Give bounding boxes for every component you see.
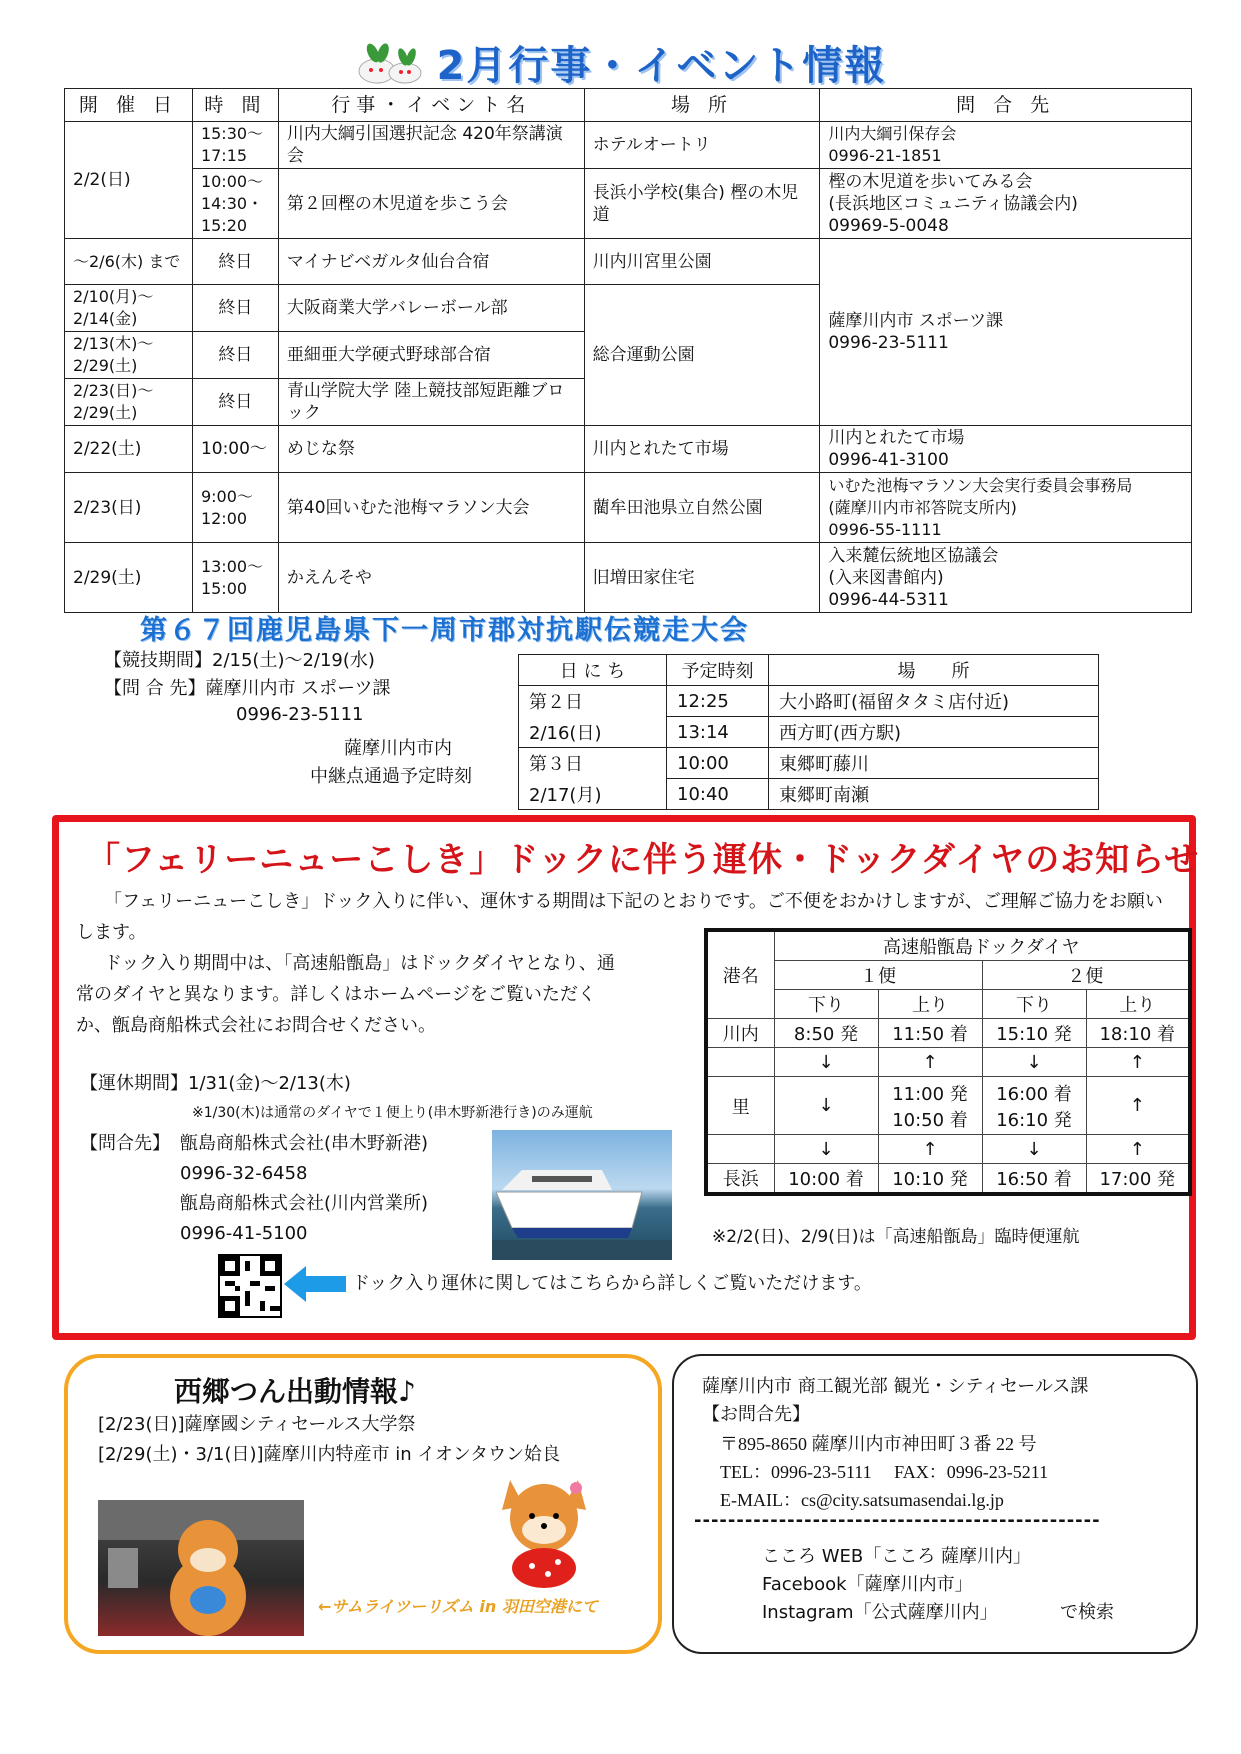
relay-note-1: 薩摩川内市内	[344, 738, 452, 759]
relay-header-time: 予定時刻	[667, 655, 769, 686]
dock-cell: 10:10 発	[878, 1164, 982, 1195]
event-date: 2/23(日)	[65, 473, 193, 543]
office-label: 【お問合先】	[702, 1404, 810, 1425]
table-row	[706, 1077, 1190, 1135]
dock-bin-1: １便	[774, 961, 982, 990]
table-row	[706, 1135, 1190, 1164]
dock-cell: 8:50 発	[774, 1019, 878, 1048]
event-time: 終日	[192, 379, 278, 426]
dock-diagram-table	[704, 928, 1192, 1196]
event-date: 2/23(日)～ 2/29(土)	[65, 379, 193, 426]
event-place: 藺牟田池県立自然公園	[584, 473, 820, 543]
contact-line: 0996-55-1111	[828, 519, 942, 539]
relay-day-date: 2/16(日)	[519, 717, 667, 748]
event-contact	[820, 122, 1192, 169]
page-title-block	[0, 34, 1241, 95]
table-row	[706, 961, 1190, 990]
dock-arrow: ↑	[878, 1135, 982, 1164]
event-name: 第２回樫の木児道を歩こう会	[278, 169, 584, 239]
contact-line: 09969-5-0048	[828, 215, 949, 236]
contact-line: 川内大綱引保存会	[828, 124, 957, 143]
dock-arrow: ↑	[878, 1048, 982, 1077]
header-date: 開 催 日	[65, 89, 193, 122]
dock-bin-2: ２便	[982, 961, 1190, 990]
contact-line: (薩摩川内市祁答院支所内)	[828, 497, 1017, 517]
event-name: 第40回いむた池梅マラソン大会	[278, 473, 584, 543]
dock-down: 下り	[982, 990, 1086, 1019]
relay-place: 大小路町(福留タタミ店付近)	[769, 686, 1099, 717]
dock-arrow: ↓	[774, 1048, 878, 1077]
event-contact	[820, 169, 1192, 239]
ferry-paragraph-2c: か、甑島商船株式会社にお問合せください。	[76, 1015, 436, 1036]
dock-cell: 17:00 発	[1086, 1164, 1190, 1195]
event-date: 2/2(日)	[65, 122, 193, 239]
dock-note: ※2/2(日)、2/9(日)は「高速船甑島」臨時便運航	[712, 1227, 1080, 1247]
event-place: 旧増田家住宅	[584, 543, 820, 613]
table-row	[65, 543, 1192, 613]
event-name: 大阪商業大学バレーボール部	[278, 285, 584, 332]
relay-place: 東郷町藤川	[769, 748, 1099, 779]
table-row	[519, 717, 1099, 748]
relay-time: 13:14	[667, 717, 769, 748]
ferry-contact-1: 甑島商船株式会社(串木野新港)	[180, 1133, 429, 1154]
office-dept: 薩摩川内市 商工観光部 観光・シティセールス課	[702, 1376, 1089, 1397]
relay-table	[518, 654, 1099, 810]
table-row	[706, 990, 1190, 1019]
relay-header-place: 場 所	[769, 655, 1099, 686]
header-time: 時 間	[192, 89, 278, 122]
dock-cell	[878, 1077, 982, 1135]
ferry-paragraph-2a: ドック入り期間中は、「高速船甑島」はドックダイヤとなり、通	[104, 953, 615, 974]
event-name: マイナビベガルタ仙台合宿	[278, 239, 584, 285]
photo-caption: ←サムライツーリズム in 羽田空港にて	[318, 1597, 598, 1616]
table-row	[706, 1019, 1190, 1048]
qr-code[interactable]	[218, 1254, 282, 1318]
events-header-row	[65, 89, 1192, 122]
event-time: 10:00～14:30・15:20	[192, 169, 278, 239]
event-contact	[820, 543, 1192, 613]
relay-day: 第２日	[519, 686, 667, 717]
dock-port	[706, 1048, 774, 1077]
table-row	[65, 169, 1192, 239]
dock-cell-line: 10:50 着	[892, 1109, 968, 1131]
table-row	[65, 239, 1192, 285]
dock-port	[706, 1135, 774, 1164]
relay-time: 12:25	[667, 686, 769, 717]
event-date: 2/13(木)～ 2/29(土)	[65, 332, 193, 379]
ferry-ship-image	[492, 1130, 672, 1260]
dock-table-title: 高速船甑島ドックダイヤ	[774, 930, 1190, 961]
contact-line: いむた池梅マラソン大会実行委員会事務局	[828, 475, 1133, 495]
office-web-3[interactable]: Instagram「公式薩摩川内」	[762, 1602, 998, 1623]
event-time: 終日	[192, 332, 278, 379]
table-row	[65, 426, 1192, 473]
dock-up: 上り	[1086, 990, 1190, 1019]
dock-arrow: ↓	[982, 1135, 1086, 1164]
dock-cell-line: 11:00 発	[892, 1083, 968, 1105]
table-row	[519, 779, 1099, 810]
dock-port-header: 港名	[706, 930, 774, 1019]
table-row	[65, 122, 1192, 169]
relay-place: 西方町(西方駅)	[769, 717, 1099, 748]
event-time: 終日	[192, 285, 278, 332]
event-place: 長浜小学校(集合) 樫の木児道	[584, 169, 820, 239]
nishigo-item-1: [2/23(日)]薩摩國シティセールス大学祭	[98, 1414, 416, 1435]
dock-arrow: ↑	[1086, 1077, 1190, 1135]
table-row	[706, 1048, 1190, 1077]
nishigo-item-2: [2/29(土)・3/1(日)]薩摩川内特産市 in イオンタウン姶良	[98, 1444, 561, 1465]
event-place: 川内とれたて市場	[584, 426, 820, 473]
relay-time: 10:40	[667, 779, 769, 810]
table-row	[706, 930, 1190, 961]
contact-line: 0996-21-1851	[828, 146, 942, 165]
office-email[interactable]: E-MAIL：cs@city.satsumasendai.lg.jp	[720, 1490, 1004, 1510]
ferry-contact-2: 甑島商船株式会社(川内営業所)	[180, 1193, 429, 1214]
ferry-period: 【運休期間】1/31(金)～2/13(木)	[80, 1073, 351, 1094]
relay-period: 【競技期間】2/15(土)～2/19(水)	[104, 650, 375, 671]
event-contact	[820, 426, 1192, 473]
event-name: めじな祭	[278, 426, 584, 473]
event-name: 亜細亜大学硬式野球部合宿	[278, 332, 584, 379]
dock-port: 里	[706, 1077, 774, 1135]
header-event: 行事・イベント名	[278, 89, 584, 122]
relay-title: 第６７回鹿児島県下一周市郡対抗駅伝競走大会	[140, 615, 749, 646]
dock-cell: 10:00 着	[774, 1164, 878, 1195]
relay-time: 10:00	[667, 748, 769, 779]
event-time: 13:00～ 15:00	[192, 543, 278, 613]
event-contact	[820, 473, 1192, 543]
contact-line: 0996-41-3100	[828, 450, 949, 470]
contact-line: 樫の木児道を歩いてみる会	[828, 171, 1033, 192]
event-date: ～2/6(木) まで	[65, 239, 193, 285]
ferry-contact-label: 【問合先】	[80, 1133, 170, 1154]
dock-cell-line: 16:10 発	[996, 1109, 1072, 1131]
contact-line: (入来図書館内)	[828, 567, 944, 588]
snow-rabbit-icon	[355, 41, 425, 95]
dock-arrow: ↑	[1086, 1048, 1190, 1077]
event-place: ホテルオートリ	[584, 122, 820, 169]
mascot-illustration	[488, 1470, 600, 1594]
event-time: 9:00～ 12:00	[192, 473, 278, 543]
event-name: かえんそや	[278, 543, 584, 613]
office-web-1[interactable]: こころ WEB「こころ 薩摩川内」	[762, 1546, 1031, 1567]
table-row	[519, 655, 1099, 686]
ferry-paragraph-1: 「フェリーニューこしき」ドック入りに伴い、運休する期間は下記のとおりです。ご不便をおかけしますが、ご理解ご協力をお願いします。	[76, 891, 1163, 943]
dock-arrow: ↑	[1086, 1135, 1190, 1164]
dock-down: 下り	[774, 990, 878, 1019]
relay-contact: 【問 合 先】薩摩川内市 スポーツ課	[104, 678, 391, 699]
events-table	[64, 88, 1192, 613]
dock-arrow: ↓	[982, 1048, 1086, 1077]
event-name: 川内大綱引国選択記念 420年祭講演会	[278, 122, 584, 169]
header-contact: 問 合 先	[820, 89, 1192, 122]
event-time: 10:00～	[192, 426, 278, 473]
header-place: 場 所	[584, 89, 820, 122]
contact-line: 薩摩川内市 スポーツ課	[828, 311, 1004, 331]
table-row	[706, 1164, 1190, 1195]
event-time: 15:30～17:15	[192, 122, 278, 169]
office-address: 〒895-8650 薩摩川内市神田町３番 22 号	[720, 1434, 1037, 1454]
dock-cell: 18:10 着	[1086, 1019, 1190, 1048]
office-tel-fax: TEL：0996-23-5111 FAX：0996-23-5211	[720, 1462, 1049, 1482]
event-name: 青山学院大学 陸上競技部短距離ブロック	[278, 379, 584, 426]
office-divider: ------------------------------------------------	[694, 1510, 1101, 1531]
dock-port: 川内	[706, 1019, 774, 1048]
ferry-paragraph-2b: 常のダイヤと異なります。詳しくはホームページをご覧いただく	[76, 984, 596, 1005]
contact-line: (長浜地区コミュニティ協議会内)	[828, 193, 1078, 214]
office-web-suffix: で検索	[1060, 1602, 1114, 1623]
relay-day: 第３日	[519, 748, 667, 779]
event-place: 総合運動公園	[584, 285, 820, 426]
dock-cell: 11:50 着	[878, 1019, 982, 1048]
office-web-2[interactable]: Facebook「薩摩川内市」	[762, 1574, 973, 1595]
event-place: 川内川宮里公園	[584, 239, 820, 285]
dock-cell: 16:50 着	[982, 1164, 1086, 1195]
relay-header-date: 日 に ち	[519, 655, 667, 686]
contact-line: 入来麓伝統地区協議会	[828, 545, 999, 566]
mascot-photo	[98, 1500, 304, 1636]
ferry-period-note: ※1/30(木)は通常のダイヤで１便上り(串木野新港行き)のみ運航	[192, 1105, 593, 1121]
event-date: 2/29(土)	[65, 543, 193, 613]
dock-cell: 15:10 発	[982, 1019, 1086, 1048]
qr-description: ドック入り運休に関してはこちらから詳しくご覧いただけます。	[352, 1273, 872, 1294]
dock-port: 長浜	[706, 1164, 774, 1195]
event-date: 2/10(月)～ 2/14(金)	[65, 285, 193, 332]
ferry-phone-2: 0996-41-5100	[180, 1223, 308, 1244]
ferry-phone-1: 0996-32-6458	[180, 1163, 308, 1184]
event-date: 2/22(土)	[65, 426, 193, 473]
relay-phone: 0996-23-5111	[236, 704, 364, 725]
dock-arrow: ↓	[774, 1077, 878, 1135]
contact-line: 0996-23-5111	[828, 333, 949, 353]
table-row	[65, 473, 1192, 543]
arrow-left-icon	[284, 1264, 346, 1308]
page-title: 2月行事・イベント情報	[436, 43, 887, 89]
contact-line: 0996-44-5311	[828, 589, 949, 610]
relay-day-date: 2/17(月)	[519, 779, 667, 810]
relay-note-2: 中継点通過予定時刻	[310, 766, 472, 787]
event-time: 終日	[192, 239, 278, 285]
dock-up: 上り	[878, 990, 982, 1019]
table-row	[519, 748, 1099, 779]
dock-cell	[982, 1077, 1086, 1135]
event-contact	[820, 239, 1192, 426]
dock-arrow: ↓	[774, 1135, 878, 1164]
relay-place: 東郷町南瀬	[769, 779, 1099, 810]
dock-cell-line: 16:00 着	[996, 1083, 1072, 1105]
nishigo-title: 西郷つん出動情報♪	[174, 1375, 416, 1408]
contact-line: 川内とれたて市場	[828, 428, 965, 448]
table-row	[519, 686, 1099, 717]
ferry-title: 「フェリーニューこしき」ドックに伴う運休・ドックダイヤのお知らせ	[86, 840, 1200, 880]
